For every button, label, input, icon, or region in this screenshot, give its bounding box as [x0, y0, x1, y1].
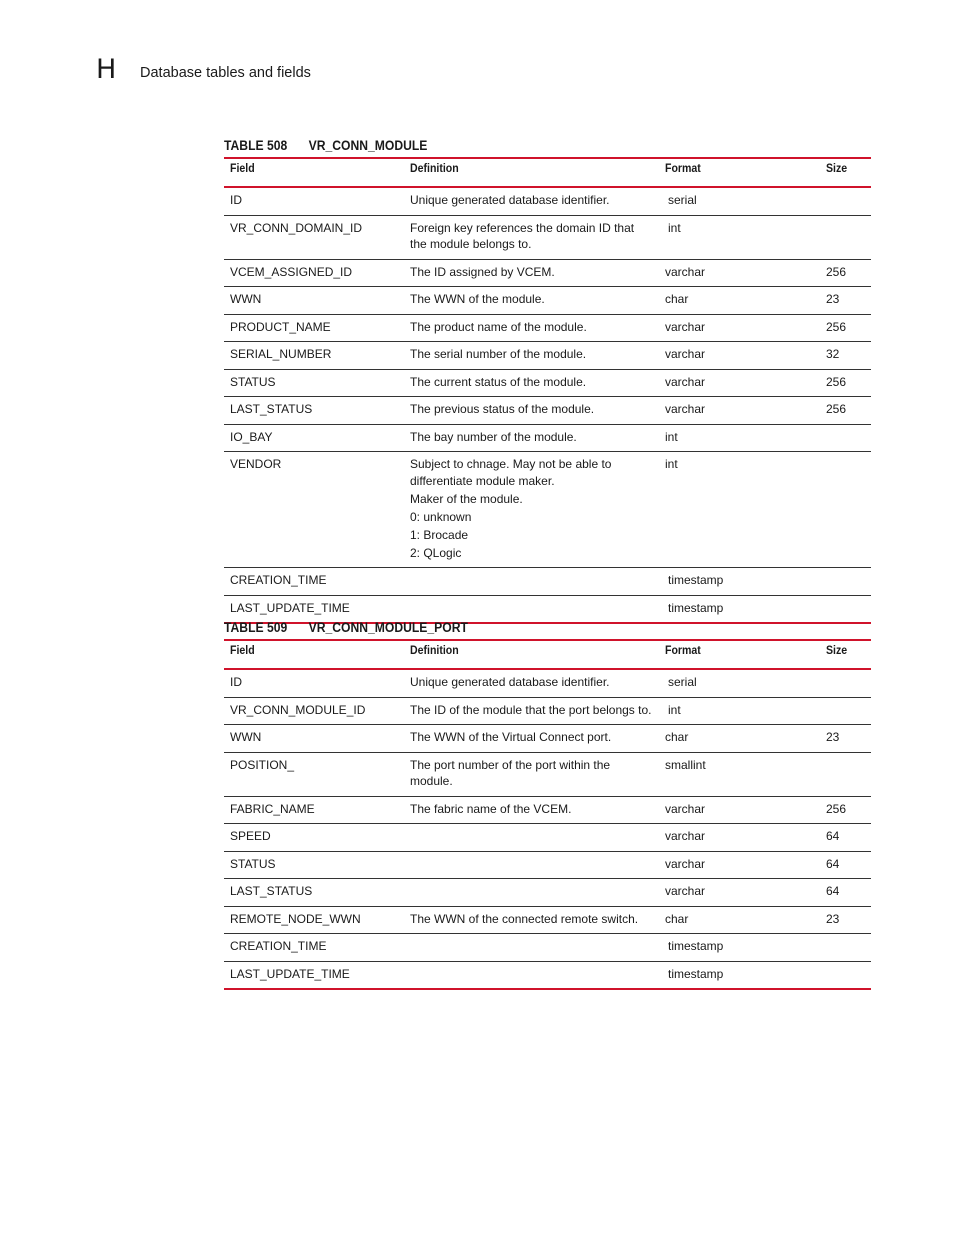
format-cell: serial	[659, 187, 820, 215]
table-caption	[224, 137, 806, 157]
definition-line: The current status of the module.	[410, 374, 587, 389]
size-cell: 256	[820, 796, 871, 824]
size-cell	[820, 752, 871, 796]
field-cell: CREATION_TIME	[224, 934, 404, 962]
field-cell: CREATION_TIME	[224, 568, 404, 596]
format-cell: varchar	[659, 369, 820, 397]
table-row	[224, 342, 871, 370]
definition-line: The ID of the module that the port belongs to.	[410, 702, 652, 717]
table-row	[224, 187, 871, 215]
format-cell: char	[659, 287, 820, 315]
definition-line: Unique generated database identifier.	[410, 193, 610, 207]
definition-line: Unique generated database identifier.	[410, 675, 610, 689]
format-cell: varchar	[659, 879, 820, 907]
format-cell: varchar	[659, 314, 820, 342]
format-cell: varchar	[659, 259, 820, 287]
format-cell: smallint	[659, 752, 820, 796]
table-row	[224, 697, 871, 725]
header-definition: Definition	[410, 161, 459, 175]
format-cell: char	[659, 906, 820, 934]
field-cell: ID	[224, 187, 404, 215]
table-509-block	[224, 619, 871, 990]
definition-cell	[404, 851, 659, 879]
format-cell: varchar	[659, 397, 820, 425]
field-cell: LAST_UPDATE_TIME	[224, 595, 404, 623]
table-row	[224, 215, 871, 259]
size-cell: 23	[820, 906, 871, 934]
definition-cell	[404, 879, 659, 907]
format-cell: int	[659, 452, 820, 568]
table-header-row	[224, 158, 871, 187]
table-header-row	[224, 640, 871, 669]
table-row	[224, 824, 871, 852]
definition-line: The ID assigned by VCEM.	[410, 264, 555, 279]
table-row	[224, 725, 871, 753]
header-field: Field	[230, 643, 255, 657]
definition-cell	[404, 796, 659, 824]
size-cell: 23	[820, 725, 871, 753]
definition-cell	[404, 568, 659, 596]
format-cell: int	[659, 697, 820, 725]
field-cell: REMOTE_NODE_WWN	[224, 906, 404, 934]
header-size: Size	[826, 161, 848, 175]
definition-cell	[404, 215, 659, 259]
field-cell: PRODUCT_NAME	[224, 314, 404, 342]
definition-cell	[404, 397, 659, 425]
definition-cell	[404, 342, 659, 370]
definition-cell	[404, 259, 659, 287]
header-format: Format	[665, 643, 701, 657]
field-cell: LAST_UPDATE_TIME	[224, 961, 404, 989]
field-cell: ID	[224, 669, 404, 697]
definition-line: The serial number of the module.	[410, 347, 587, 361]
table-row	[224, 669, 871, 697]
definition-cell	[404, 906, 659, 934]
table-row	[224, 934, 871, 962]
chapter-title: Database tables and fields	[140, 65, 311, 81]
definition-cell	[404, 725, 659, 753]
size-cell: 23	[820, 287, 871, 315]
field-cell: STATUS	[224, 369, 404, 397]
size-cell: 256	[820, 397, 871, 425]
size-cell	[820, 424, 871, 452]
definition-line: The fabric name of the VCEM.	[410, 801, 572, 816]
size-cell	[820, 697, 871, 725]
table-row	[224, 961, 871, 989]
table-row	[224, 906, 871, 934]
chapter-letter: H	[96, 54, 117, 85]
size-cell	[820, 187, 871, 215]
format-cell: char	[659, 725, 820, 753]
definition-cell	[404, 187, 659, 215]
definition-line: 2: QLogic	[410, 545, 462, 560]
definition-cell	[404, 369, 659, 397]
table-row	[224, 287, 871, 315]
field-cell: SPEED	[224, 824, 404, 852]
table-name: VR_CONN_MODULE	[308, 138, 428, 153]
size-cell	[820, 215, 871, 259]
format-cell: timestamp	[659, 595, 820, 623]
table-number: TABLE 509	[224, 620, 288, 635]
field-cell: FABRIC_NAME	[224, 796, 404, 824]
table-number: TABLE 508	[224, 138, 288, 153]
field-cell: VCEM_ASSIGNED_ID	[224, 259, 404, 287]
definition-line: The WWN of the Virtual Connect port.	[410, 730, 612, 744]
format-cell: timestamp	[659, 961, 820, 989]
field-cell: WWN	[224, 725, 404, 753]
definition-line: The bay number of the module.	[410, 429, 577, 444]
definition-line: Maker of the module.	[410, 491, 523, 506]
definition-cell	[404, 669, 659, 697]
field-cell: LAST_STATUS	[224, 397, 404, 425]
table-row	[224, 397, 871, 425]
table-row	[224, 424, 871, 452]
size-cell: 256	[820, 369, 871, 397]
definition-cell	[404, 452, 659, 568]
header-definition: Definition	[410, 643, 459, 657]
definition-cell	[404, 752, 659, 796]
field-cell: SERIAL_NUMBER	[224, 342, 404, 370]
format-cell: varchar	[659, 851, 820, 879]
size-cell: 64	[820, 824, 871, 852]
format-cell: varchar	[659, 342, 820, 370]
header-field: Field	[230, 161, 255, 175]
definition-line: The product name of the module.	[410, 319, 587, 334]
header-format: Format	[665, 161, 701, 175]
size-cell	[820, 669, 871, 697]
format-cell: timestamp	[659, 568, 820, 596]
size-cell	[820, 452, 871, 568]
definition-cell	[404, 287, 659, 315]
size-cell: 256	[820, 314, 871, 342]
definition-cell	[404, 824, 659, 852]
table-row	[224, 568, 871, 596]
field-cell: IO_BAY	[224, 424, 404, 452]
format-cell: varchar	[659, 824, 820, 852]
definition-line: 1: Brocade	[410, 527, 469, 542]
field-cell: STATUS	[224, 851, 404, 879]
size-cell	[820, 934, 871, 962]
size-cell	[820, 568, 871, 596]
field-cell: LAST_STATUS	[224, 879, 404, 907]
table-row	[224, 752, 871, 796]
format-cell: int	[659, 424, 820, 452]
vr-conn-module-port-table	[224, 639, 871, 990]
format-cell: timestamp	[659, 934, 820, 962]
definition-cell	[404, 424, 659, 452]
field-cell: VENDOR	[224, 452, 404, 568]
definition-line: The previous status of the module.	[410, 402, 595, 416]
field-cell: POSITION_	[224, 752, 404, 796]
table-row	[224, 452, 871, 568]
format-cell: varchar	[659, 796, 820, 824]
table-row	[224, 879, 871, 907]
header-size: Size	[826, 643, 848, 657]
table-row	[224, 369, 871, 397]
definition-line: The port number of the port within the module.	[410, 757, 611, 788]
table-row	[224, 314, 871, 342]
table-name: VR_CONN_MODULE_PORT	[308, 620, 468, 635]
table-row	[224, 851, 871, 879]
format-cell: int	[659, 215, 820, 259]
table-caption	[224, 619, 806, 639]
size-cell: 32	[820, 342, 871, 370]
field-cell: WWN	[224, 287, 404, 315]
definition-cell	[404, 697, 659, 725]
definition-cell	[404, 314, 659, 342]
format-cell: serial	[659, 669, 820, 697]
field-cell: VR_CONN_MODULE_ID	[224, 697, 404, 725]
definition-cell	[404, 961, 659, 989]
field-cell: VR_CONN_DOMAIN_ID	[224, 215, 404, 259]
size-cell	[820, 961, 871, 989]
table-row	[224, 259, 871, 287]
size-cell: 256	[820, 259, 871, 287]
definition-line: The WWN of the connected remote switch.	[410, 911, 639, 926]
vr-conn-module-table	[224, 157, 871, 624]
size-cell: 64	[820, 879, 871, 907]
table-row	[224, 796, 871, 824]
definition-line: 0: unknown	[410, 509, 472, 524]
size-cell: 64	[820, 851, 871, 879]
definition-line: Foreign key references the domain ID that the module belongs to.	[410, 220, 635, 251]
definition-line: The WWN of the module.	[410, 292, 545, 306]
table-508-block	[224, 137, 871, 624]
definition-line: Subject to chnage. May not be able to differentiate module maker.	[410, 457, 612, 488]
definition-cell	[404, 934, 659, 962]
